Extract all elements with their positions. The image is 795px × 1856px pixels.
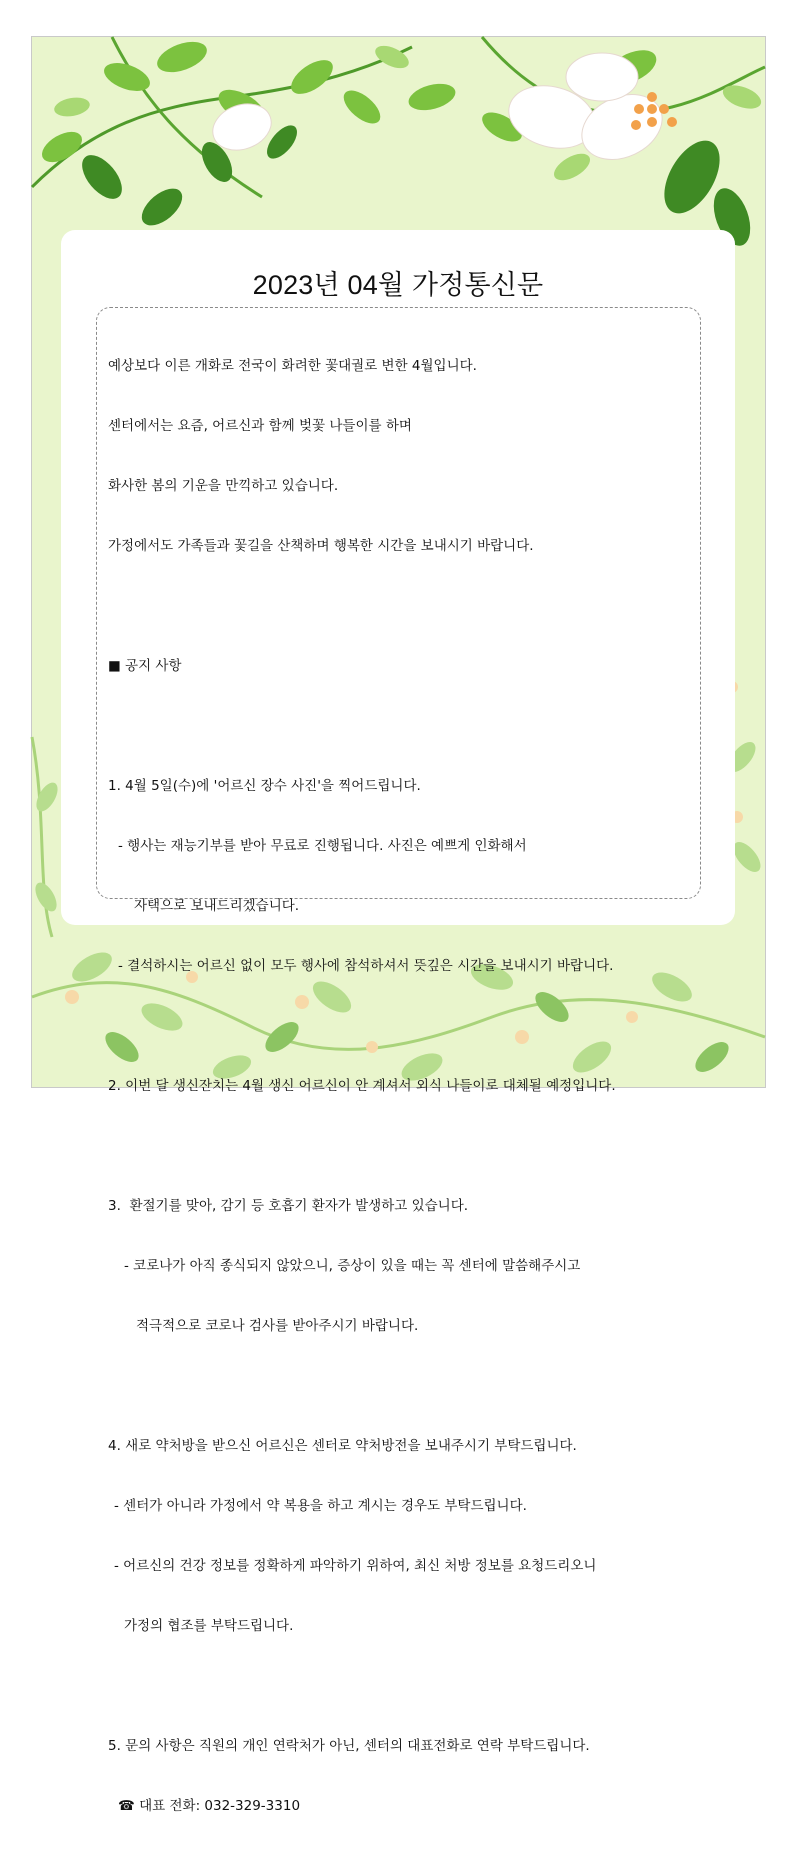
body-text [108,316,698,1856]
intro-line: 예상보다 이른 개화로 전국이 화려한 꽃대궐로 변한 4월입니다. [108,358,477,374]
item-4: 4. 새로 약처방을 받으신 어르신은 센터로 약처방전을 보내주시기 부탁드립니다. [108,1438,577,1454]
intro-line: 화사한 봄의 기운을 만끽하고 있습니다. [108,478,339,494]
item-4-sub: 가정의 협조를 부탁드립니다. [124,1618,294,1634]
newsletter-page [31,36,766,1814]
phone-icon: ☎ [118,1798,140,1814]
intro-line: 센터에서는 요즘, 어르신과 함께 벚꽃 나들이를 하며 [108,418,412,434]
item-1-sub: - 행사는 재능기부를 받아 무료로 진행됩니다. 사진은 예쁘게 인화해서 [118,838,527,854]
item-1-sub: 자택으로 보내드리겠습니다. [134,898,300,914]
page-title: 2023년 04월 가정통신문 [252,270,544,300]
item-2: 2. 이번 달 생신잔치는 4월 생신 어르신이 안 계셔서 외식 나들이로 대체될 예정입니다. [108,1078,616,1094]
item-5: 5. 문의 사항은 직원의 개인 연락처가 아닌, 센터의 대표전화로 연락 부탁드립니다. [108,1738,590,1754]
item-3-sub: 적극적으로 코로나 검사를 받아주시기 바랍니다. [136,1318,419,1334]
item-4-sub: - 센터가 아니라 가정에서 약 복용을 하고 계시는 경우도 부탁드립니다. [114,1498,527,1514]
intro-line: 가정에서도 가족들과 꽃길을 산책하며 행복한 시간을 보내시기 바랍니다. [108,538,534,554]
content-box [96,307,701,1814]
item-3: 3. 환절기를 맞아, 감기 등 호흡기 환자가 발생하고 있습니다. [108,1198,469,1214]
content-card [61,230,735,1814]
notice-heading: ■ 공지 사항 [108,658,182,674]
item-1-sub: - 결석하시는 어르신 없이 모두 행사에 참석하셔서 뜻깊은 시간을 보내시기 바랍니다. [118,958,614,974]
item-4-sub: - 어르신의 건강 정보를 정확하게 파악하기 위하여, 최신 처방 정보를 요청드리오니 [114,1558,597,1574]
item-1: 1. 4월 5일(수)에 '어르신 장수 사진'을 찍어드립니다. [108,778,421,794]
phone-number: 대표 전화: 032-329-3310 [139,1798,301,1814]
item-3-sub: - 코로나가 아직 종식되지 않았으니, 증상이 있을 때는 꼭 센터에 말씀해주시고 [124,1258,581,1274]
item-5-sub [108,1796,698,1816]
